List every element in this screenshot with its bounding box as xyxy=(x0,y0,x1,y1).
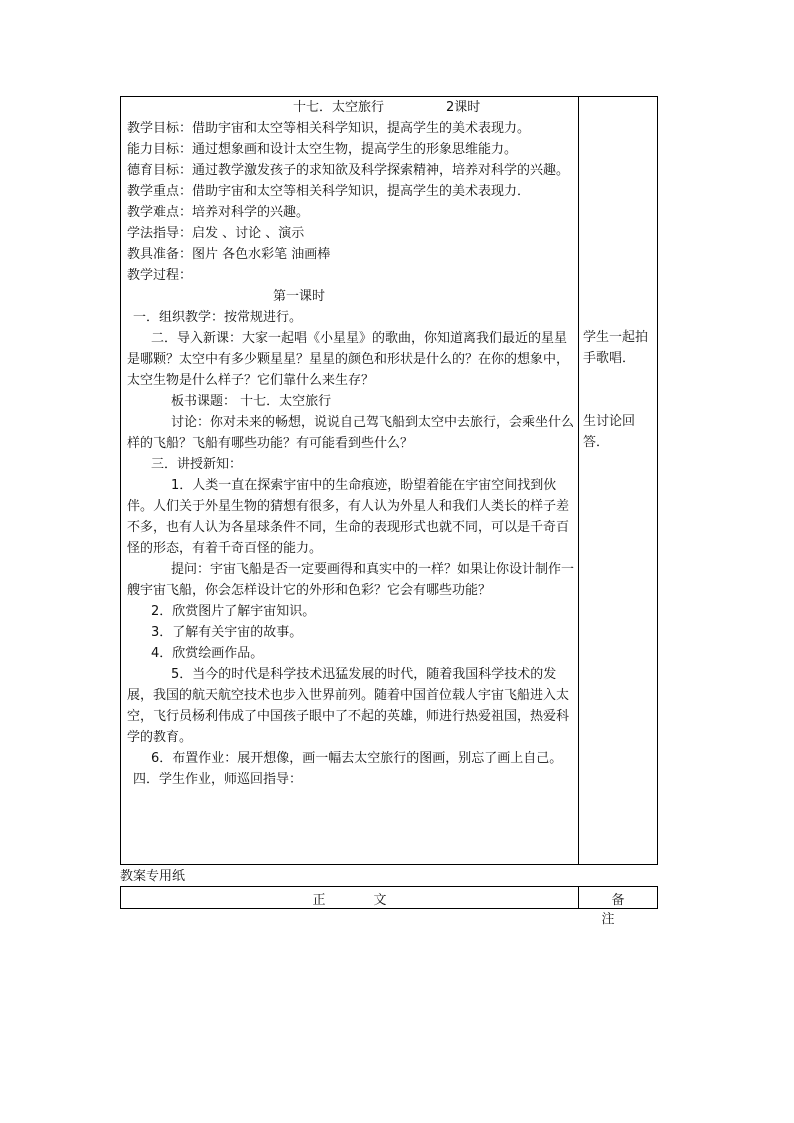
objective-ability: 能力目标：通过想象画和设计太空生物，提高学生的形象思维能力。 xyxy=(127,142,518,157)
footer-main-column-header: 正文 xyxy=(312,893,435,908)
board-title: 板书课题： 十七．太空旅行 xyxy=(171,394,332,409)
step-student-work: 四．学生作业，师巡回指导： xyxy=(133,772,303,787)
question: 提问：宇宙飞船是否一定要画得和真实中的一样？如果让你设计制作一艘宇宙飞船，你会怎样设计它的外形和色彩？它会有哪些功能？ xyxy=(127,562,575,598)
footer-notes-column-header: 备注 xyxy=(601,893,645,927)
teaching-difficulty: 教学难点：培养对科学的兴趣。 xyxy=(127,205,310,220)
remark-discussion: 生讨论回答． xyxy=(583,414,636,450)
knowledge-item-5: 5．当今的时代是科学技术迅猛发展的时代，随着我国科学技术的发展，我国的航天航空技术也步入世界前列。随着中国首位载人宇宙飞船进入太空，飞行员杨利伟成了中国孩子眼中了不起的英雄，师进行热爱祖国，热爱科学的教育。 xyxy=(127,667,570,745)
knowledge-item-1: 1．人类一直在探索宇宙中的生命痕迹，盼望着能在宇宙空间找到伙伴。人们关于外星生物的猜想有很多，有人认为外星人和我们人类长的样子差不多，也有人认为各星球条件不同，生命的表现形式也就不同，可以是千奇百怪的形态，有着千奇百怪的能力。 xyxy=(127,478,570,556)
lesson-duration: 2课时 xyxy=(446,100,481,115)
remarks-column xyxy=(583,327,655,453)
remark-singing: 学生一起拍手歌唱． xyxy=(583,330,649,366)
column-divider xyxy=(578,97,579,864)
main-content-column xyxy=(127,97,575,790)
knowledge-item-2: 2．欣赏图片了解宇宙知识。 xyxy=(151,604,316,619)
process-label: 教学过程： xyxy=(127,268,193,283)
step-new-knowledge: 三．讲授新知： xyxy=(151,457,243,472)
step-organize: 一．组织教学：按常规进行。 xyxy=(133,310,303,325)
knowledge-item-6: 6．布置作业：展开想像，画一幅去太空旅行的图画，别忘了画上自己。 xyxy=(151,751,563,766)
footer-label: 教案专用纸 xyxy=(120,869,186,884)
objective-teaching: 教学目标：借助宇宙和太空等相关科学知识，提高学生的美术表现力。 xyxy=(127,121,531,136)
lesson-heading: 第一课时 xyxy=(273,289,326,304)
objective-moral: 德育目标：通过教学激发孩子的求知欲及科学探索精神，培养对科学的兴趣。 xyxy=(127,163,570,178)
knowledge-item-3: 3．了解有关宇宙的故事。 xyxy=(151,625,303,640)
learning-method: 学法指导：启发 、讨论 、演示 xyxy=(127,226,305,241)
lesson-plan-table xyxy=(120,96,658,865)
knowledge-item-4: 4．欣赏绘画作品。 xyxy=(151,646,264,661)
discussion: 讨论：你对未来的畅想，说说自己驾飞船到太空中去旅行，会乘坐什么样的飞船？飞船有哪些功能？有可能看到些什么？ xyxy=(127,415,575,451)
footer-header-table xyxy=(120,886,658,927)
teaching-focus: 教学重点：借助宇宙和太空等相关科学知识，提高学生的美术表现力． xyxy=(127,184,531,199)
lesson-title-line xyxy=(127,97,575,118)
step-introduction: 二．导入新课：大家一起唱《小星星》的歌曲，你知道离我们最近的星星是哪颗？太空中有多少颗星星？星星的颜色和形状是什么的？在你的想象中，太空生物是什么样子？它们靠什么来生存？ xyxy=(127,331,570,388)
teaching-aids: 教具准备：图片 各色水彩笔 油画棒 xyxy=(127,247,331,262)
lesson-title: 十七．太空旅行 xyxy=(293,100,385,115)
